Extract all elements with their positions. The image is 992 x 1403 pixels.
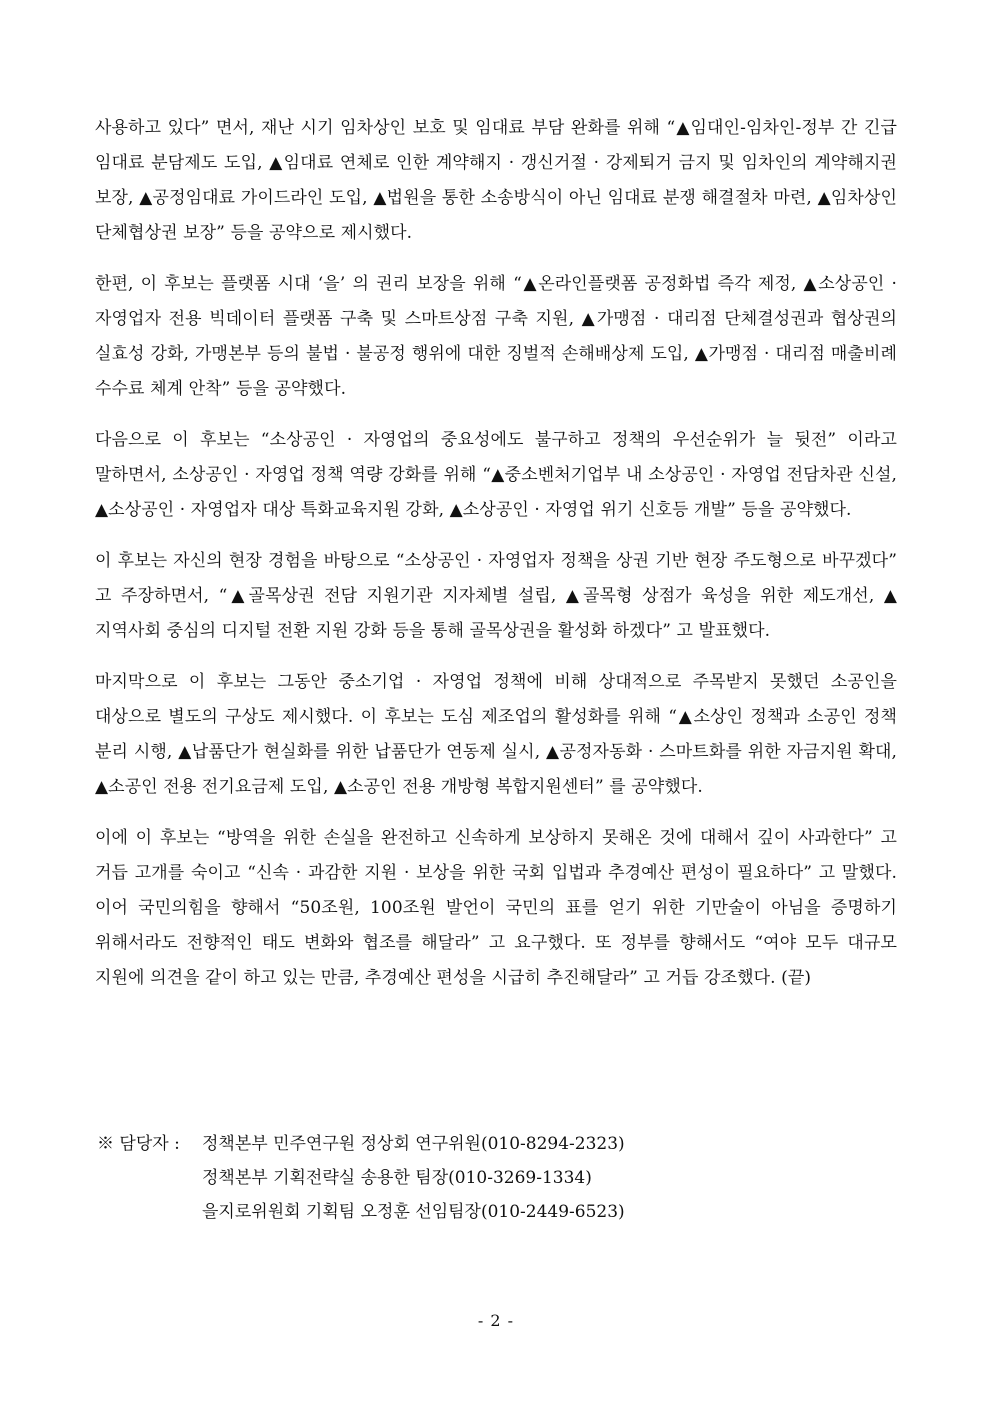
contact-line: 을지로위원회 기획팀 오정훈 선임팀장(010-2449-6523)	[202, 1202, 625, 1222]
paragraph-rent-pledges: 사용하고 있다” 면서, 재난 시기 임차상인 보호 및 임대료 부담 완화를 위해 “▲임대인-임차인-정부 간 긴급 임대료 분담제도 도입, ▲임대료 연체로 인한 계약해지 · 갱신거절 · 강제퇴거 금지 및 임차인의 계약해지권 보장, ▲공정임대료 가이드라인 도입, ▲법원을 통한 소송방식이 아닌 임대료 분쟁 해결절차 마련, ▲임차상인 단체협상권 보장” 등을 공약으로 제시했다.	[95, 118, 897, 243]
contact-line: 정책본부 기획전략실 송용한 팀장(010-3269-1334)	[202, 1168, 592, 1188]
contact-line: 정책본부 민주연구원 정상회 연구위원(010-8294-2323)	[202, 1134, 625, 1154]
paragraph-policy-capacity-pledges: 다음으로 이 후보는 “소상공인 · 자영업의 중요성에도 불구하고 정책의 우선순위가 늘 뒷전” 이라고 말하면서, 소상공인 · 자영업 정책 역량 강화를 위해 “▲중소벤처기업부 내 소상공인 · 자영업 전담차관 신설, ▲소상공인 · 자영업자 대상 특화교육지원 강화, ▲소상공인 · 자영업 위기 신호등 개발” 등을 공약했다.	[95, 430, 897, 520]
contact-block	[97, 1127, 877, 1229]
press-release-body	[95, 111, 897, 1012]
paragraph-platform-pledges: 한편, 이 후보는 플랫폼 시대 ‘을’ 의 권리 보장을 위해 “▲온라인플랫폼 공정화법 즉각 제정, ▲소상공인 · 자영업자 전용 빅데이터 플랫폼 구축 및 스마트상점 구축 지원, ▲가맹점 · 대리점 단체결성권과 협상권의 실효성 강화, 가맹본부 등의 불법 · 불공정 행위에 대한 징벌적 손해배상제 도입, ▲가맹점 · 대리점 매출비례 수수료 체계 안착” 등을 공약했다.	[95, 274, 897, 399]
contact-indent	[97, 1161, 202, 1195]
contact-row	[97, 1161, 877, 1195]
contact-row	[97, 1195, 877, 1229]
paragraph-apology-and-appeal: 이에 이 후보는 “방역을 위한 손실을 완전하고 신속하게 보상하지 못해온 것에 대해서 깊이 사과한다” 고 거듭 고개를 숙이고 “신속 · 과감한 지원 · 보상을 위한 국회 입법과 추경예산 편성이 필요하다” 고 말했다. 이어 국민의힘을 향해서 “50조원, 100조원 발언이 국민의 표를 얻기 위한 기만술이 아님을 증명하기 위해서라도 전향적인 태도 변화와 협조를 해달라” 고 요구했다. 또 정부를 향해서도 “여야 모두 대규모 지원에 의견을 같이 하고 있는 만큼, 추경예산 편성을 시급히 추진해달라” 고 거듭 강조했다. (끝)	[95, 828, 897, 988]
page-number: - 2 -	[477, 1311, 515, 1330]
paragraph-local-commerce-pledges: 이 후보는 자신의 현장 경험을 바탕으로 “소상공인 · 자영업자 정책을 상권 기반 현장 주도형으로 바꾸겠다” 고 주장하면서, “▲골목상권 전담 지원기관 지자체별 설립, ▲골목형 상점가 육성을 위한 제도개선, ▲지역사회 중심의 디지털 전환 지원 강화 등을 통해 골목상권을 활성화 하겠다” 고 발표했다.	[95, 551, 897, 641]
contact-indent	[97, 1195, 202, 1229]
contact-label: ※ 담당자 :	[97, 1134, 180, 1154]
paragraph-small-manufacturer-pledges: 마지막으로 이 후보는 그동안 중소기업 · 자영업 정책에 비해 상대적으로 주목받지 못했던 소공인을 대상으로 별도의 구상도 제시했다. 이 후보는 도심 제조업의 활성화를 위해 “▲소상인 정책과 소공인 정책 분리 시행, ▲납품단가 현실화를 위한 납품단가 연동제 실시, ▲공정자동화 · 스마트화를 위한 자금지원 확대, ▲소공인 전용 전기요금제 도입, ▲소공인 전용 개방형 복합지원센터” 를 공약했다.	[95, 672, 897, 797]
contact-row	[97, 1127, 877, 1161]
